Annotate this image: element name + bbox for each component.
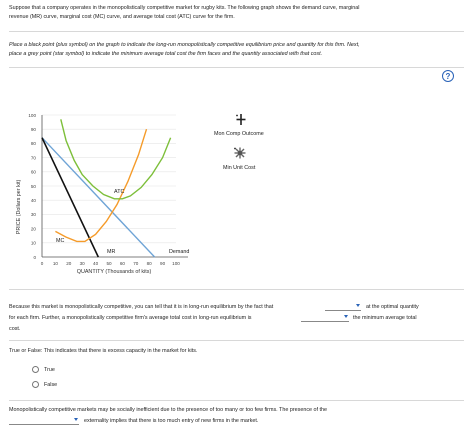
x-tick-label: 0 — [40, 261, 44, 266]
x-tick-label: 30 — [79, 261, 85, 266]
instruction-line-2: place a grey point (star symbol) to indicate the minimum average total cost the firm faces and the quantity associated with that cost. — [9, 51, 323, 57]
y-tick-label: 100 — [28, 112, 36, 118]
help-icon[interactable]: ? — [442, 70, 454, 82]
y-tick-label: 10 — [30, 240, 36, 246]
divider — [9, 31, 464, 32]
y-tick-label: 60 — [30, 169, 36, 175]
divider — [9, 67, 464, 68]
divider — [9, 400, 464, 401]
demand-label: Demand — [169, 249, 190, 255]
divider — [9, 340, 464, 341]
q1-line-3: cost. — [9, 326, 21, 332]
x-tick-label: 60 — [119, 261, 125, 266]
intro-text — [9, 4, 359, 22]
chevron-down-icon — [356, 304, 360, 307]
x-tick-label: 90 — [160, 261, 166, 266]
q3-line-1: Monopolistically competitive markets may be socially inefficient due to the presence of too many or too few firms. The presence of the — [9, 407, 328, 413]
y-tick-label: 80 — [30, 141, 36, 147]
atc-curve — [61, 119, 171, 199]
radio-button[interactable] — [32, 381, 39, 388]
y-tick-labels — [28, 113, 36, 260]
x-tick-label: 80 — [146, 261, 152, 266]
q1-dropdown-1[interactable] — [325, 303, 361, 311]
x-axis-label: QUANTITY (Thousands of kits) — [76, 269, 152, 275]
mc-label: MC — [56, 238, 65, 244]
x-tick-label: 10 — [52, 261, 58, 266]
plus-icon — [226, 112, 256, 126]
instruction-text — [9, 41, 360, 59]
radio-button[interactable] — [32, 366, 39, 373]
x-tick-labels — [41, 261, 181, 266]
q1-line-1-start: Because this market is monopolistically competitive, you can tell that it is in long-run equilibrium by the fact that — [9, 304, 274, 310]
x-tick-label: 20 — [66, 261, 72, 266]
q3-line-2-end: externality implies that there is too much entry of new firms in the market. — [84, 418, 259, 424]
divider — [9, 289, 464, 290]
mon-comp-outcome-tool[interactable] — [226, 112, 256, 126]
y-axis-label: PRICE (Dollars per kit) — [16, 179, 22, 235]
y-tick-label: 50 — [30, 183, 36, 189]
x-tick-label: 100 — [172, 261, 180, 266]
min-unit-cost-tool[interactable] — [232, 146, 248, 160]
q1-line-2-start: for each firm. Further, a monopolistically competitive firm's average total cost in long-run equilibrium is — [9, 315, 252, 321]
y-tick-label: 40 — [30, 198, 36, 203]
x-tick-label: 70 — [133, 261, 139, 266]
q2-prompt: True or False: This indicates that there is excess capacity in the market for kits. — [9, 348, 198, 354]
chevron-down-icon — [344, 315, 348, 318]
chevron-down-icon — [74, 418, 78, 421]
q2-option-true-label: True — [44, 367, 55, 373]
y-tick-label: 90 — [30, 127, 36, 132]
x-tick-label: 40 — [93, 261, 99, 266]
mon-comp-outcome-label: Mon Comp Outcome — [214, 131, 264, 137]
y-tick-label: 20 — [30, 226, 36, 232]
q2-option-false-label: False — [44, 382, 58, 388]
mr-label: MR — [107, 249, 116, 255]
star-icon — [232, 146, 248, 160]
q3-dropdown[interactable] — [9, 417, 79, 425]
y-tick-label: 0 — [33, 254, 36, 260]
intro-line-1: Suppose that a company operates in the monopolistically competitive market for rugby kits. The following graph shows the demand curve, marginal — [9, 5, 360, 11]
q1-dropdown-2[interactable] — [301, 314, 349, 322]
intro-line-2: revenue (MR) curve, marginal cost (MC) curve, and average total cost (ATC) curve for the firm. — [9, 14, 235, 20]
q1-line-1-end: at the optimal quantity — [366, 304, 419, 310]
min-unit-cost-label: Min Unit Cost — [223, 165, 256, 171]
atc-label: ATC — [114, 189, 125, 195]
x-tick-label: 50 — [106, 261, 112, 266]
q1-line-2-end: the minimum average total — [353, 315, 417, 321]
y-tick-label: 30 — [30, 212, 36, 218]
y-tick-label: 70 — [30, 155, 36, 161]
instruction-line-1: Place a black point (plus symbol) on the graph to indicate the long-run monopolistically competitive equilibrium price and quantity for this firm. Next, — [9, 42, 360, 48]
